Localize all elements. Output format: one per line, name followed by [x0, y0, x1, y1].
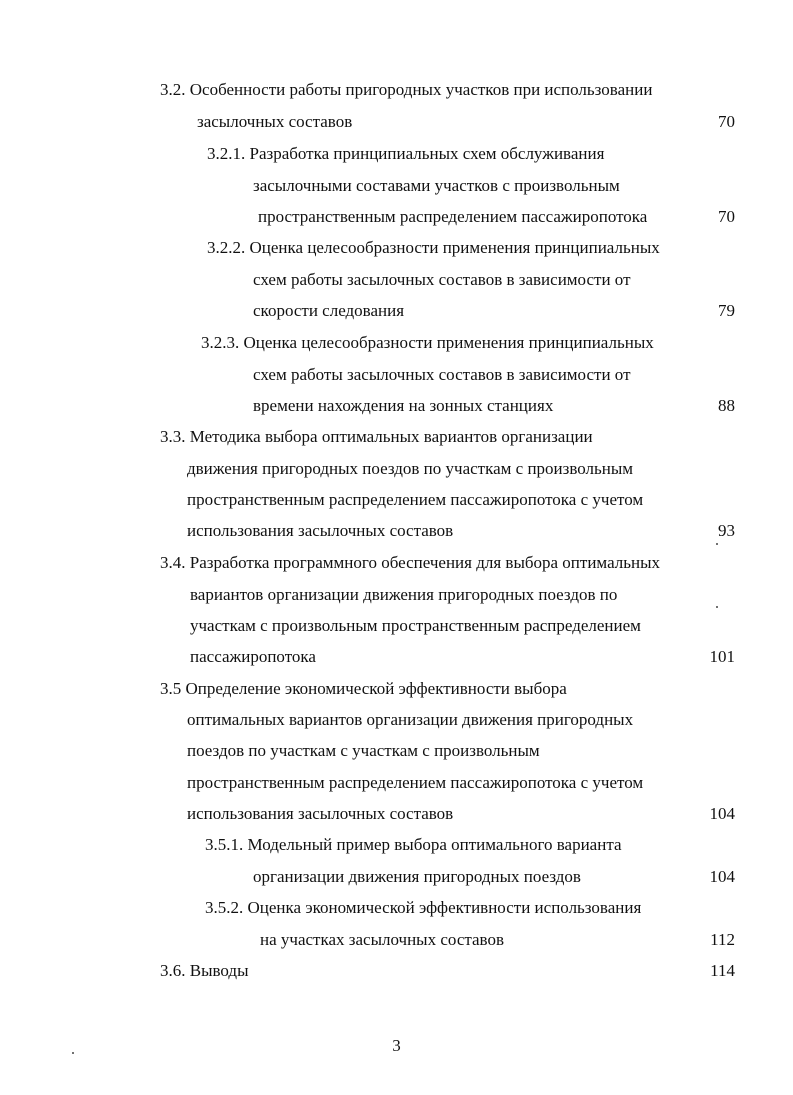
toc-page-3-3: 93 — [718, 521, 735, 540]
toc-entry-3-3-line-3: пространственным распределением пассажиропотока с учетом — [187, 490, 644, 509]
toc-entry-3-5-2-line-2: на участках засылочных составов — [260, 930, 504, 949]
toc-entry-3-2-1-line-3: пространственным распределением пассажиропотока — [258, 207, 648, 226]
toc-page-3-5: 104 — [709, 804, 735, 823]
toc-entry-3-2-line-2: засылочных составов — [197, 112, 353, 131]
toc-page-3-2-2: 79 — [718, 301, 735, 320]
toc-page-3-5-1: 104 — [709, 867, 735, 886]
toc-entry-3-5-line-3: поездов по участкам с участкам с произвольным — [187, 741, 540, 760]
toc-entry-3-2-2-line-3: скорости следования — [253, 301, 405, 320]
page-number: 3 — [392, 1036, 401, 1055]
toc-page-3-2: 70 — [718, 112, 735, 131]
toc-entry-3-3-line-2: движения пригородных поездов по участкам с произвольным — [187, 459, 634, 478]
toc-entry-3-2-3-line-2: схем работы засылочных составов в зависимости от — [253, 365, 631, 384]
toc-entry-3-2-2-line-1: 3.2.2. Оценка целесообразности применения принципиальных — [207, 238, 660, 257]
toc-entry-3-5-1-line-2: организации движения пригородных поездов — [253, 867, 581, 886]
toc-entry-3-3-line-4: использования засылочных составов — [187, 521, 454, 540]
toc-page-3-2-3: 88 — [718, 396, 735, 415]
toc-entry-3-5-line-2: оптимальных вариантов организации движения пригородных — [187, 710, 634, 729]
toc-entry-3-4-line-2: вариантов организации движения пригородных поездов по — [190, 585, 618, 604]
toc-entry-3-4-line-4: пассажиропотока — [190, 647, 316, 666]
toc-entry-3-2-2-line-2: схем работы засылочных составов в зависимости от — [253, 270, 631, 289]
toc-page-3-4: 101 — [709, 647, 735, 666]
toc-entry-3-2-1-line-1: 3.2.1. Разработка принципиальных схем обслуживания — [207, 144, 605, 163]
toc-entry-3-2-line-1: 3.2. Особенности работы пригородных участков при использовании — [160, 80, 653, 99]
toc-entry-3-5-line-1: 3.5 Определение экономической эффективности выбора — [160, 679, 567, 698]
toc-entry-3-5-line-5: использования засылочных составов — [187, 804, 454, 823]
toc-entry-3-5-1-line-1: 3.5.1. Модельный пример выбора оптимального варианта — [205, 835, 622, 854]
toc-entry-3-6-line-1: 3.6. Выводы — [160, 961, 249, 980]
scan-speck — [716, 606, 718, 608]
toc-entry-3-2-1-line-2: засылочными составами участков с произвольным — [253, 176, 620, 195]
toc-entry-3-5-2-line-1: 3.5.2. Оценка экономической эффективности использования — [205, 898, 642, 917]
toc-entry-3-2-3-line-1: 3.2.3. Оценка целесообразности применения принципиальных — [201, 333, 654, 352]
toc-page-3-5-2: 112 — [710, 930, 735, 949]
toc-page-3-6: 114 — [710, 961, 735, 980]
toc-entry-3-5-line-4: пространственным распределением пассажиропотока с учетом — [187, 773, 644, 792]
toc-entry-3-4-line-3: участкам с произвольным пространственным распределением — [190, 616, 641, 635]
toc-entry-3-3-line-1: 3.3. Методика выбора оптимальных вариантов организации — [160, 427, 593, 446]
scan-speck — [716, 543, 718, 545]
toc-entry-3-2-3-line-3: времени нахождения на зонных станциях — [253, 396, 554, 415]
toc-entry-3-4-line-1: 3.4. Разработка программного обеспечения для выбора оптимальных — [160, 553, 661, 572]
toc-page-3-2-1: 70 — [718, 207, 735, 226]
